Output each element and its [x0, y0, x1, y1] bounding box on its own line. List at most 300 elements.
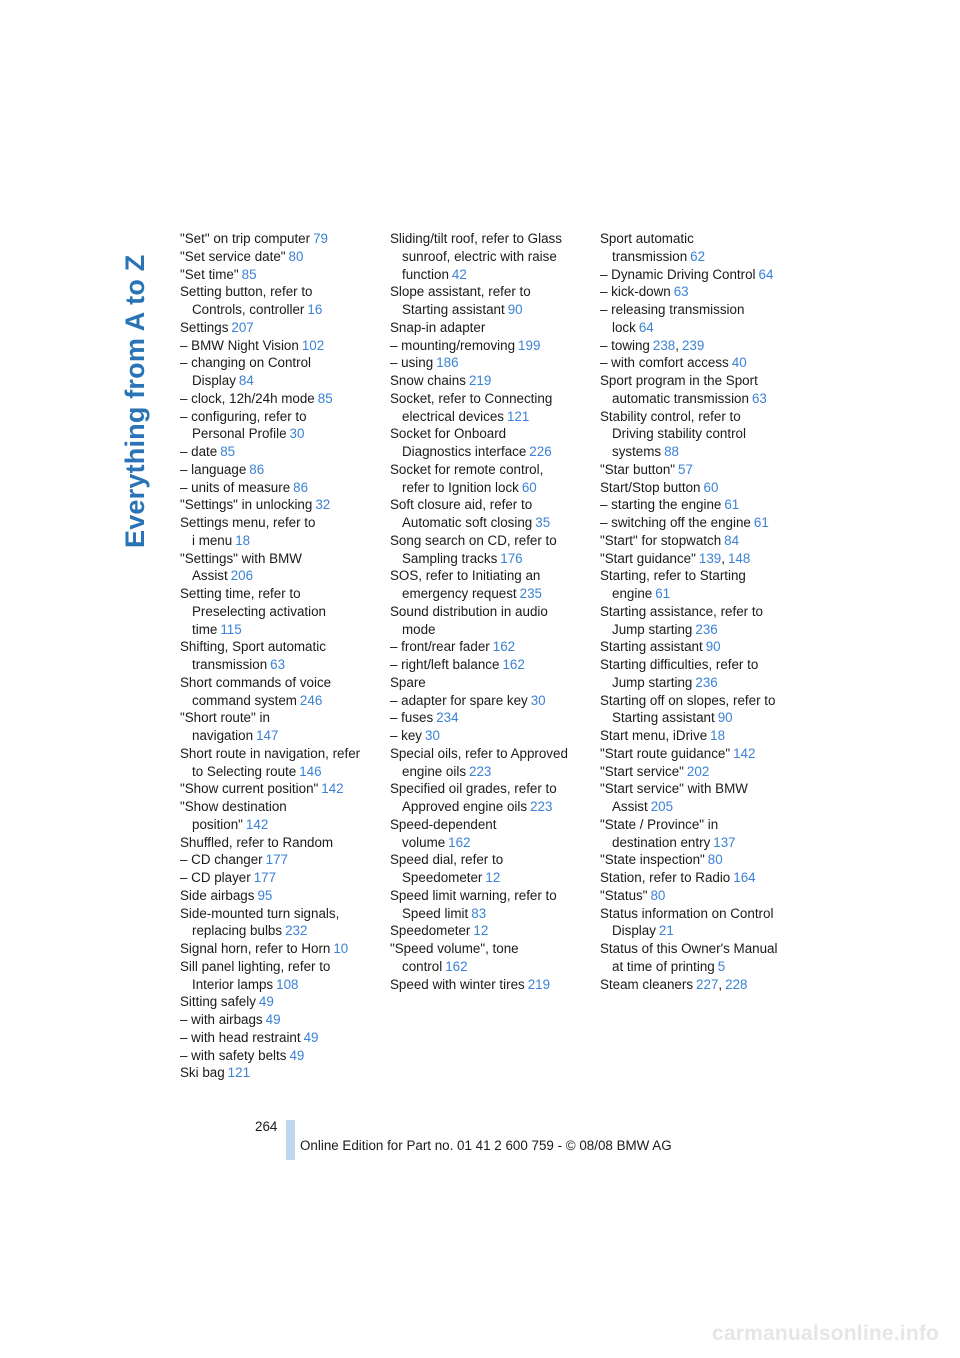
index-entry: [180, 425, 376, 443]
index-entry: [180, 745, 376, 763]
index-entry: [180, 1047, 376, 1065]
index-entry-text: Automatic soft closing: [402, 515, 533, 530]
index-entry: [600, 798, 796, 816]
page-reference-link[interactable]: 199: [518, 337, 541, 353]
index-column-3: [600, 230, 796, 993]
page-reference-link[interactable]: 5: [717, 958, 726, 974]
index-entry-text: – key: [390, 728, 423, 743]
page-reference-link[interactable]: 186: [436, 355, 459, 371]
index-entry-text: Starting assistant: [600, 639, 703, 655]
index-entry: [390, 301, 586, 319]
page-reference-link[interactable]: 64: [758, 266, 774, 282]
page-reference-link[interactable]: 80: [707, 852, 723, 868]
index-entry-text: – front/rear fader: [390, 639, 490, 655]
index-entry-text: Personal Profile: [192, 426, 287, 442]
page-reference-link[interactable]: 227: [696, 976, 719, 992]
index-entry: [180, 922, 376, 940]
index-entry-text: Setting time, refer to: [180, 586, 301, 601]
index-entry-text: "State inspection": [600, 852, 705, 868]
index-entry: [180, 390, 376, 408]
page-reference-link[interactable]: 236: [695, 621, 718, 637]
index-entry-text: Display: [612, 923, 656, 939]
index-entry: [390, 461, 586, 479]
index-entry: [180, 1064, 376, 1082]
index-entry: [600, 390, 796, 408]
index-entry-text: Jump starting: [612, 674, 693, 690]
index-entry: [180, 674, 376, 692]
page-reference-link[interactable]: 30: [289, 426, 305, 442]
index-entry: [180, 1029, 376, 1047]
page-reference-link[interactable]: 16: [307, 302, 323, 317]
page-reference-link[interactable]: 219: [527, 976, 551, 992]
index-entry: [180, 550, 376, 568]
index-entry-text: transmission: [612, 248, 688, 264]
index-entry-text: Status information on Control: [600, 905, 774, 921]
page-reference-link[interactable]: 63: [751, 390, 767, 406]
index-entry: [600, 603, 796, 621]
page-reference-link[interactable]: 49: [303, 1029, 319, 1045]
index-entry-text: Starting assistant: [402, 302, 505, 317]
page-reference-link[interactable]: 147: [256, 728, 279, 743]
index-entry: [180, 638, 376, 656]
page-reference-link[interactable]: 18: [235, 532, 251, 548]
page-reference-link[interactable]: 90: [705, 639, 721, 655]
index-entry-text: – CD changer: [180, 852, 263, 868]
index-entry-text: Diagnostics interface: [402, 444, 527, 459]
index-entry: [390, 816, 586, 834]
page-reference-link[interactable]: 142: [733, 745, 756, 761]
page-reference-link[interactable]: 18: [710, 728, 726, 743]
page-reference-link[interactable]: 226: [529, 444, 552, 459]
index-entry: [180, 816, 376, 834]
index-entry: [600, 851, 796, 869]
index-entry: [600, 496, 796, 514]
page-reference-link[interactable]: 148: [727, 550, 751, 566]
page-reference-link[interactable]: 84: [724, 532, 740, 548]
page-reference-link[interactable]: 21: [658, 923, 674, 939]
page-reference-link[interactable]: 232: [285, 923, 308, 939]
page-reference-link[interactable]: 80: [288, 248, 304, 264]
index-entry-text: Assist: [612, 799, 648, 814]
index-entry-text: sunroof, electric with raise: [402, 248, 557, 264]
index-entry-text: Speed limit warning, refer to: [390, 887, 557, 903]
index-entry-text: Short commands of voice: [180, 674, 332, 690]
page-reference-link[interactable]: 57: [678, 461, 693, 477]
index-entry-text: Socket for Onboard: [390, 426, 507, 442]
index-entry: [600, 461, 796, 479]
index-entry: [390, 514, 586, 532]
index-entry: [390, 443, 586, 461]
page-reference-link[interactable]: 61: [753, 515, 769, 530]
page-reference-link[interactable]: 30: [425, 728, 440, 743]
page-reference-link[interactable]: 162: [492, 639, 516, 655]
index-entry-text: – kick-down: [600, 284, 671, 300]
index-entry: [390, 745, 586, 763]
index-entry-text: Socket, refer to Connecting: [390, 390, 553, 406]
index-entry: [600, 266, 796, 284]
page-reference-link[interactable]: 84: [238, 373, 254, 388]
index-entry-text: Ski bag: [180, 1065, 225, 1081]
index-entry: [600, 763, 796, 781]
index-entry: [390, 922, 586, 940]
index-entry-text: automatic transmission: [612, 390, 749, 406]
index-entry-text: Preselecting activation: [192, 603, 326, 619]
index-entry: [180, 408, 376, 426]
page-reference-link[interactable]: 49: [258, 994, 274, 1010]
index-entry-text: – units of measure: [180, 479, 291, 495]
page-reference-link[interactable]: 177: [265, 852, 288, 868]
index-entry-text: Speed-dependent: [390, 816, 497, 832]
index-entry-text: Speed limit: [402, 905, 469, 921]
index-entry-text: i menu: [192, 532, 233, 548]
index-entry: [390, 940, 586, 958]
index-entry-text: Side airbags: [180, 887, 255, 903]
index-entry: [600, 585, 796, 603]
index-entry: [600, 319, 796, 337]
page-reference-link[interactable]: 35: [535, 515, 551, 530]
index-entry-text: Station, refer to Radio: [600, 870, 731, 885]
index-entry-text: control: [402, 958, 443, 974]
index-entry-text: – changing on Control: [180, 355, 312, 371]
page-reference-link[interactable]: 108: [276, 976, 299, 992]
page-reference-link[interactable]: 207: [231, 319, 254, 335]
index-entry-text: – with safety belts: [180, 1047, 287, 1063]
page-number: 264: [255, 1119, 278, 1134]
index-entry-text: position": [192, 816, 243, 832]
index-entry: [390, 976, 586, 994]
index-entry-text: – using: [390, 355, 434, 371]
index-entry: [390, 248, 586, 266]
index-entry: [180, 496, 376, 514]
index-entry: [390, 496, 586, 514]
index-entry: [180, 958, 376, 976]
page-reference-link[interactable]: 115: [220, 621, 242, 637]
page-reference-link[interactable]: 162: [445, 958, 468, 974]
page-reference-link[interactable]: 42: [451, 266, 467, 282]
index-entry-text: Soft closure aid, refer to: [390, 497, 533, 513]
index-entry-text: Snap-in adapter: [390, 319, 486, 335]
index-entry-text: Shuffled, refer to Random: [180, 834, 334, 850]
index-entry-text: – mounting/removing: [390, 337, 516, 353]
index-entry: [390, 763, 586, 781]
index-entry-text: Driving stability control: [612, 426, 746, 442]
page-reference-link[interactable]: 223: [469, 763, 492, 779]
index-entry-text: Sound distribution in audio: [390, 603, 548, 619]
page-reference-link[interactable]: 205: [650, 799, 674, 814]
index-entry: [180, 248, 376, 266]
page-reference-link[interactable]: 79: [313, 231, 328, 246]
index-entry-text: – configuring, refer to: [180, 408, 307, 424]
index-entry-text: at time of printing: [612, 958, 715, 974]
index-entry: [600, 905, 796, 923]
page-reference-link[interactable]: 223: [530, 799, 553, 814]
page-reference-link[interactable]: 235: [519, 586, 542, 601]
index-entry-text: Starting off on slopes, refer to: [600, 692, 776, 708]
index-entry-text: "Settings" with BMW: [180, 550, 302, 566]
index-entry-text: Sitting safely: [180, 994, 256, 1010]
page-reference-link[interactable]: 40: [731, 355, 747, 371]
section-side-title: Everything from A to Z: [120, 254, 150, 548]
index-entry-text: "Status": [600, 887, 648, 903]
index-entry-text: – date: [180, 444, 218, 459]
index-entry-text: – clock, 12h/24h mode: [180, 390, 315, 406]
index-entry-text: Slope assistant, refer to: [390, 284, 531, 300]
index-entry: [390, 283, 586, 301]
watermark-logo-text: carmanualsonline.info: [712, 1322, 940, 1345]
index-entry: [180, 585, 376, 603]
index-entry-text: destination entry: [612, 834, 711, 850]
index-entry: [390, 390, 586, 408]
page-reference-link[interactable]: 10: [333, 941, 349, 956]
index-entry: [600, 372, 796, 390]
page-reference-link[interactable]: 164: [733, 870, 756, 885]
index-entry: [390, 266, 586, 284]
page-reference-link[interactable]: 102: [301, 337, 325, 353]
index-entry-text: engine oils: [402, 763, 467, 779]
index-entry: [390, 230, 586, 248]
page-reference-link[interactable]: 90: [507, 302, 523, 317]
footer-accent-bar: [286, 1120, 295, 1160]
page-reference-link[interactable]: 61: [655, 586, 671, 601]
index-entry-text: Start menu, iDrive: [600, 728, 708, 743]
page-reference-link[interactable]: 219: [468, 373, 492, 388]
page-reference-link[interactable]: 202: [686, 763, 710, 779]
index-entry: [390, 834, 586, 852]
index-entry-text: replacing bulbs: [192, 923, 283, 939]
index-entry: [390, 532, 586, 550]
page-reference-link[interactable]: 12: [485, 870, 501, 885]
index-entry: [600, 638, 796, 656]
index-entry: [180, 763, 376, 781]
index-entry: [600, 230, 796, 248]
index-entry: [180, 780, 376, 798]
page-reference-link[interactable]: 90: [717, 710, 733, 726]
index-entry-text: Jump starting: [612, 621, 693, 637]
index-entry-text: – language: [180, 461, 247, 477]
index-entry-text: Specified oil grades, refer to: [390, 781, 557, 797]
index-entry-text: Sliding/tilt roof, refer to Glass: [390, 231, 562, 246]
index-entry: [390, 408, 586, 426]
index-entry: [600, 834, 796, 852]
footer-edition-text: Online Edition for Part no. 01 41 2 600 759 - © 08/08 BMW AG: [300, 1138, 672, 1153]
index-entry-text: Speed dial, refer to: [390, 852, 504, 868]
index-entry: [390, 674, 586, 692]
page-reference-link[interactable]: 80: [650, 887, 666, 903]
index-entry-text: "State / Province" in: [600, 816, 719, 832]
page-reference-link[interactable]: 64: [638, 319, 654, 335]
page-reference-link[interactable]: 60: [703, 479, 719, 495]
page-reference-link[interactable]: 228: [725, 976, 748, 992]
index-entry-text: emergency request: [402, 586, 517, 601]
index-entry-text: – adapter for spare key: [390, 692, 528, 708]
page-reference-link[interactable]: 49: [265, 1012, 281, 1027]
page-reference-link[interactable]: 30: [530, 692, 546, 708]
page-reference-link[interactable]: 236: [695, 674, 718, 690]
index-entry: [600, 727, 796, 745]
index-column-2: [390, 230, 586, 993]
index-entry-text: – towing: [600, 337, 650, 353]
index-entry-text: refer to Ignition lock: [402, 479, 519, 495]
index-entry: [390, 851, 586, 869]
index-entry: [390, 780, 586, 798]
index-entry-text: "Start guidance": [600, 550, 696, 566]
page-reference-link[interactable]: 95: [257, 887, 273, 903]
index-entry: [180, 337, 376, 355]
index-entry: [390, 958, 586, 976]
index-entry: [390, 727, 586, 745]
page-reference-link[interactable]: 177: [253, 870, 277, 885]
index-entry-text: "Set service date": [180, 248, 286, 264]
index-entry: [600, 816, 796, 834]
index-entry: [600, 408, 796, 426]
index-entry: [180, 319, 376, 337]
index-entry: [390, 550, 586, 568]
page-reference-link[interactable]: 49: [289, 1047, 305, 1063]
index-entry: [600, 780, 796, 798]
index-entry: [180, 869, 376, 887]
index-entry: [600, 532, 796, 550]
index-entry-text: – fuses: [390, 710, 434, 726]
index-entry-text: "Show current position": [180, 781, 319, 797]
index-entry-text: "Set" on trip computer: [180, 231, 311, 246]
index-entry-text: "Start route guidance": [600, 745, 731, 761]
page-reference-link[interactable]: 121: [227, 1065, 251, 1081]
page-reference-link[interactable]: 162: [448, 834, 471, 850]
index-entry-text: Start/Stop button: [600, 479, 701, 495]
index-entry: [390, 372, 586, 390]
index-entry-text: – with airbags: [180, 1012, 263, 1027]
index-entry-text: volume: [402, 834, 446, 850]
index-entry: [390, 337, 586, 355]
index-entry: [600, 745, 796, 763]
index-entry-text: "Set time": [180, 266, 239, 282]
index-entry: [390, 585, 586, 603]
index-entry: [180, 798, 376, 816]
page-reference-link[interactable]: 62: [690, 248, 706, 264]
index-entry: [600, 550, 796, 568]
page-reference-link[interactable]: 85: [220, 444, 236, 459]
page-reference-link[interactable]: 142: [321, 781, 344, 797]
index-entry-text: Sport automatic: [600, 231, 694, 246]
index-entry-text: Speedometer: [402, 870, 483, 885]
index-entry: [180, 656, 376, 674]
page-reference-link[interactable]: 88: [664, 444, 680, 459]
index-entry-text: Sill panel lighting, refer to: [180, 958, 331, 974]
index-entry-text: time: [192, 621, 218, 637]
page-reference-link[interactable]: 137: [713, 834, 736, 850]
page-reference-link[interactable]: 206: [230, 568, 254, 584]
index-entry: [390, 905, 586, 923]
index-entry-text: navigation: [192, 728, 254, 743]
page-reference-link[interactable]: 234: [436, 710, 459, 726]
index-entry: [390, 567, 586, 585]
index-entry-text: Steam cleaners: [600, 976, 694, 992]
index-entry: [600, 940, 796, 958]
index-entry: [180, 993, 376, 1011]
index-entry: [180, 283, 376, 301]
index-entry: [180, 532, 376, 550]
index-entry: [600, 301, 796, 319]
index-entry-text: function: [402, 266, 449, 282]
page-reference-link[interactable]: 32: [315, 497, 331, 513]
index-entry: [180, 266, 376, 284]
index-entry: [600, 709, 796, 727]
page-ref-separator: ,: [718, 976, 723, 992]
page-reference-link[interactable]: 63: [673, 284, 689, 300]
index-entry-text: transmission: [192, 657, 268, 672]
page-reference-link[interactable]: 83: [471, 905, 487, 921]
index-entry-text: Shifting, Sport automatic: [180, 639, 326, 655]
page-reference-link[interactable]: 85: [241, 266, 257, 282]
index-entry: [180, 603, 376, 621]
index-entry-text: Speedometer: [390, 923, 471, 939]
index-entry: [390, 887, 586, 905]
index-entry: [180, 887, 376, 905]
page-reference-link[interactable]: 121: [506, 408, 530, 424]
page-reference-link[interactable]: 85: [317, 390, 333, 406]
index-entry-text: "Settings" in unlocking: [180, 497, 313, 513]
index-entry: [180, 230, 376, 248]
page-reference-link[interactable]: 246: [299, 692, 323, 708]
index-entry-text: – right/left balance: [390, 657, 500, 672]
index-entry-text: Setting button, refer to: [180, 284, 313, 300]
page-reference-link[interactable]: 12: [473, 923, 489, 939]
page-reference-link[interactable]: 60: [521, 479, 537, 495]
page-reference-link[interactable]: 86: [293, 479, 309, 495]
page-reference-link[interactable]: 238: [652, 337, 676, 353]
index-entry: [600, 337, 796, 355]
index-entry-text: Assist: [192, 568, 228, 584]
page-reference-link[interactable]: 239: [681, 337, 705, 353]
page-reference-link[interactable]: 146: [299, 763, 322, 779]
index-entry-text: Sport program in the Sport: [600, 373, 758, 388]
index-entry: [600, 567, 796, 585]
index-entry-text: Sampling tracks: [402, 550, 498, 566]
index-entry-text: Starting assistance, refer to: [600, 603, 763, 619]
page-reference-link[interactable]: 176: [500, 550, 523, 566]
index-entry-text: – starting the engine: [600, 497, 722, 513]
index-entry-text: – switching off the engine: [600, 515, 751, 530]
page-reference-link[interactable]: 162: [502, 657, 525, 672]
index-entry-text: Interior lamps: [192, 976, 274, 992]
page-reference-link[interactable]: 142: [245, 816, 269, 832]
page-reference-link[interactable]: 139: [698, 550, 722, 566]
page-ref-separator: ,: [721, 550, 725, 566]
index-entry: [390, 638, 586, 656]
index-entry-text: – with head restraint: [180, 1029, 301, 1045]
index-entry: [180, 940, 376, 958]
index-entry-text: Socket for remote control,: [390, 461, 544, 477]
page-reference-link[interactable]: 86: [249, 461, 265, 477]
index-entry: [600, 692, 796, 710]
index-entry: [600, 674, 796, 692]
index-column-1: [180, 230, 376, 1082]
index-entry: [180, 709, 376, 727]
index-entry: [180, 621, 376, 639]
index-entry: [390, 692, 586, 710]
index-entry: [390, 354, 586, 372]
index-entry: [600, 354, 796, 372]
index-entry: [390, 656, 586, 674]
page-reference-link[interactable]: 61: [724, 497, 740, 513]
index-entry-text: – with comfort access: [600, 355, 729, 371]
index-entry: [600, 425, 796, 443]
page-reference-link[interactable]: 63: [270, 657, 286, 672]
index-entry: [180, 443, 376, 461]
index-entry-text: command system: [192, 692, 297, 708]
index-entry-text: Approved engine oils: [402, 799, 528, 814]
index-entry-text: "Star button": [600, 461, 676, 477]
